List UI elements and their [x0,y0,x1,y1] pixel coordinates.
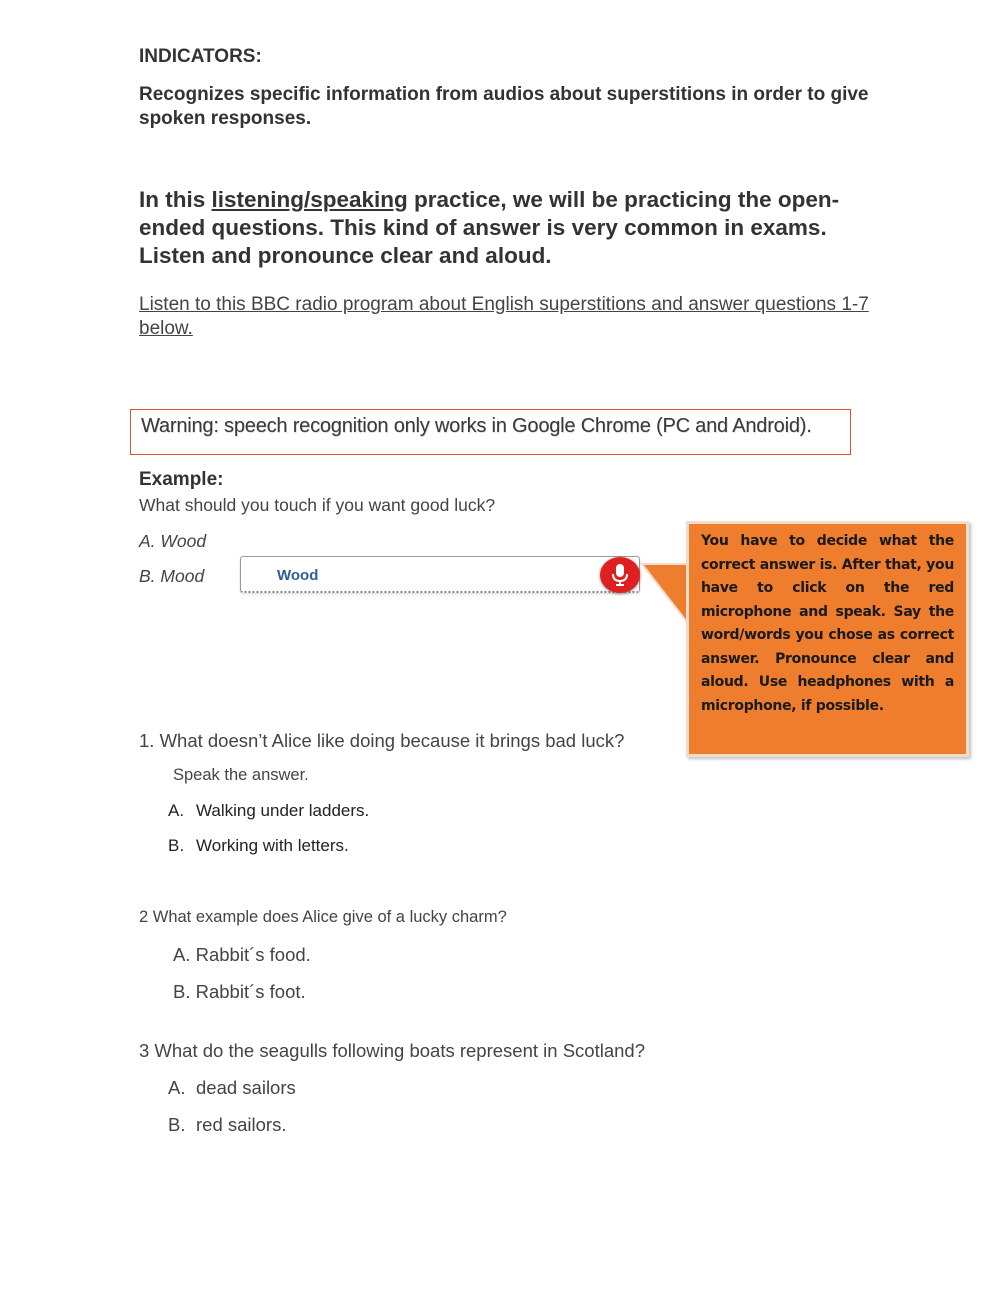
microphone-icon [609,562,631,588]
question-2: 2 What example does Alice give of a lucky charm? [139,908,507,926]
intro-suffix: practice, we will be practicing the open-ended questions. This kind of answer is very common in exams. Listen and pronounce clear and aloud. [139,187,840,268]
warning-text: Warning: speech recognition only works in Google Chrome (PC and Android). [141,415,812,437]
option-letter: A. [168,1077,186,1098]
example-question: What should you touch if you want good luck? [139,495,496,515]
intro-underlined: listening/speaking [211,187,408,212]
example-option-b: B. Mood [139,566,205,586]
question-2-option-b: B. Rabbit´s foot. [173,981,306,1002]
question-2-option-a: A. Rabbit´s food. [173,944,311,965]
warning-box [130,409,851,455]
option-letter: B. [168,836,185,855]
option-letter: B. [168,1114,186,1135]
question-3-option-b [168,1114,286,1136]
example-option-a: A. Wood [139,531,207,551]
instruction-callout: You have to decide what the correct answer is. After that, you have to click on the red microphone and speak. Say the word/words you chose as correct answer. Pronounce clear and aloud. Use headphones with a microphone, if possible. [686,521,969,757]
question-1-speak-prompt: Speak the answer. [173,766,309,784]
intro-prefix: In this [139,187,212,212]
intro-paragraph [139,186,879,270]
question-1: 1. What doesn’t Alice like doing because it brings bad luck? [139,730,625,751]
option-text: dead sailors [196,1077,296,1098]
indicators-text: Recognizes specific information from audios about superstitions in order to give spoken responses. [139,84,869,129]
instruction-text: Listen to this BBC radio program about English superstitions and answer questions 1-7 below. [139,294,869,339]
option-text: red sailors. [196,1114,287,1135]
question-3-option-a [168,1077,296,1099]
example-answer-field[interactable] [240,556,640,593]
callout-pointer [640,560,692,630]
option-text: Working with letters. [196,836,349,855]
question-3: 3 What do the seagulls following boats represent in Scotland? [139,1040,645,1061]
indicators-title: INDICATORS: [139,46,262,67]
question-1-option-b [168,836,349,856]
microphone-button[interactable] [600,557,640,593]
option-text: Walking under ladders. [196,801,370,820]
example-title: Example: [139,469,224,490]
question-1-option-a [168,801,369,821]
example-answer-value: Wood [277,567,319,584]
option-letter: A. [168,801,185,820]
